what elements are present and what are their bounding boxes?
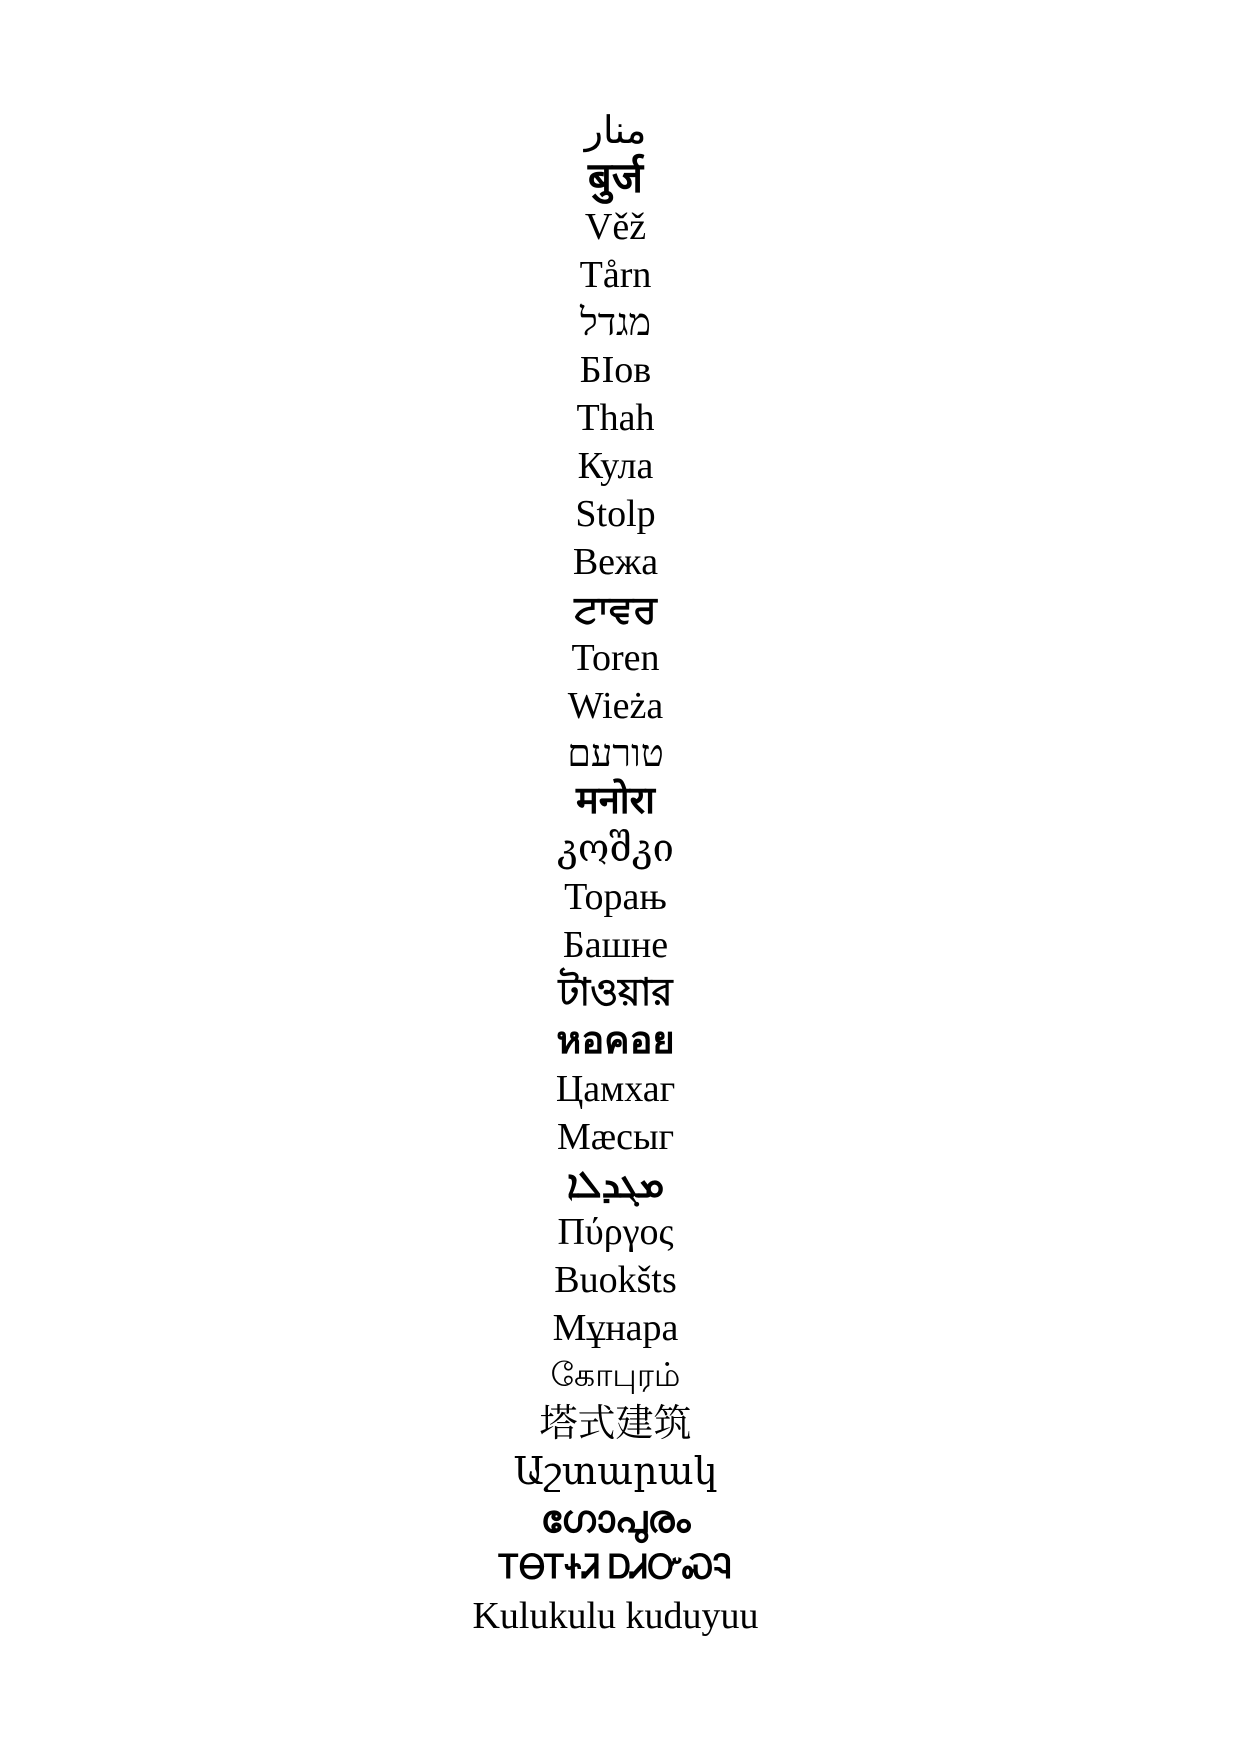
word-norwegian: Tårn — [579, 253, 652, 296]
word-armenian: Աշտարակ — [513, 1450, 718, 1493]
word-latgalian: Buokšts — [554, 1259, 677, 1302]
word-yiddish: טורעם — [567, 732, 664, 775]
word-tamil: கோபுரம் — [550, 1358, 681, 1395]
word-thah: Thah — [576, 397, 655, 440]
word-kula: Кула — [577, 445, 654, 488]
word-chechen: БӀов — [579, 349, 652, 392]
word-mongolian: Цамхаг — [555, 1067, 676, 1110]
word-cherokee: ᎢᎾᎢᏐᏘ ᎠᏗᏅᏍᎸ — [499, 1549, 732, 1586]
word-czech: Věž — [584, 205, 647, 248]
word-greek: Πύργος — [557, 1211, 674, 1254]
word-malayalam: ഗോപുരം — [540, 1498, 691, 1541]
word-hindi: बुर्ज — [587, 155, 644, 202]
word-slovene: Stolp — [575, 493, 656, 536]
word-ossetian: Мæсыг — [556, 1115, 675, 1158]
word-syriac: ܡܓܕܠܐ — [566, 1163, 665, 1206]
word-polish: Wieża — [567, 684, 664, 727]
word-hebrew: מגדל — [579, 301, 652, 344]
word-arabic: منار — [584, 110, 647, 152]
word-chinese: 塔式建筑 — [539, 1403, 692, 1446]
word-ukrainian: Вежа — [572, 541, 659, 584]
word-dutch: Toren — [571, 636, 660, 679]
word-bashne: Башне — [562, 924, 669, 967]
word-georgian: კოშკი — [557, 828, 674, 871]
word-serbian: Торањ — [564, 876, 667, 919]
word-bengali: টাওয়ার — [558, 972, 673, 1015]
word-punjabi: ਟਾਵਰ — [574, 588, 657, 631]
word-marathi: मनोरा — [575, 780, 656, 823]
tower-word-list — [0, 108, 1240, 1641]
word-kazakh: Мұнара — [552, 1307, 679, 1350]
word-kulukulu: Kulukulu kuduyuu — [472, 1594, 759, 1637]
word-thai: หอคอย — [556, 1019, 675, 1062]
